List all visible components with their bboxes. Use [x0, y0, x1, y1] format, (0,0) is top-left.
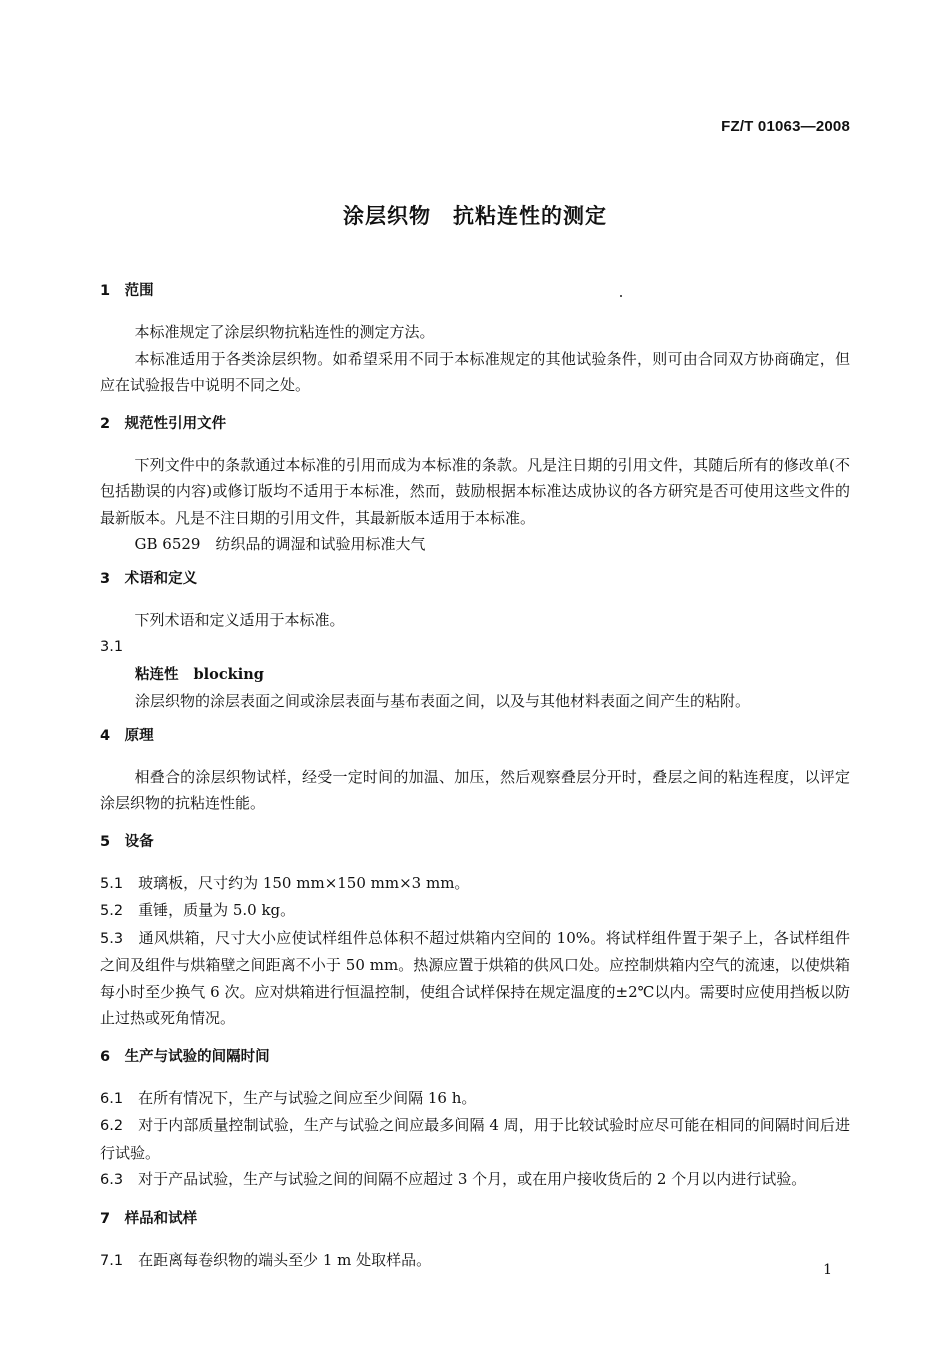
paragraph: 下列术语和定义适用于本标准。: [134, 610, 345, 629]
paragraph: 本标准规定了涂层织物抗粘连性的测定方法。: [134, 323, 435, 341]
section-heading: 3 术语和定义: [100, 570, 198, 587]
term-en: blocking: [193, 665, 264, 683]
section-scope: [100, 280, 850, 399]
reference-item: GB 6529 纺织品的调湿和试验用标准大气: [134, 535, 426, 553]
document-title: 涂层织物 抗粘连性的测定: [343, 204, 607, 228]
section-apparatus: [100, 831, 850, 1032]
section-interval: [100, 1046, 850, 1194]
paragraph: 本标准适用于各类涂层织物。如希望采用不同于本标准规定的其他试验条件，则可由合同双方协商确定，但应在试验报告中说明不同之处。: [100, 349, 850, 394]
clause: 6.3 对于产品试验，生产与试验之间的间隔不应超过 3 个月，或在用户接收货后的 2 个月以内进行试验。: [100, 1170, 807, 1188]
clause: 6.2 对于内部质量控制试验，生产与试验之间应最多间隔 4 周，用于比较试验时应尽可能在相同的间隔时间后进行试验。: [100, 1116, 850, 1162]
clause: 7.1 在距离每卷织物的端头至少 1 m 处取样品。: [100, 1250, 432, 1269]
standard-code: FZ/T 01063—2008: [721, 118, 850, 135]
section-heading: 1 范围: [100, 283, 154, 299]
section-heading: 5 设备: [100, 833, 154, 850]
clause: 5.2 重锤，质量为 5.0 kg。: [100, 901, 296, 919]
term-zh: 粘连性: [135, 666, 179, 683]
section-heading: 2 规范性引用文件: [100, 415, 227, 432]
section-principle: [100, 725, 850, 817]
term-number: 3.1: [100, 639, 124, 655]
page-number: 1: [823, 1262, 832, 1278]
paragraph: 下列文件中的条款通过本标准的引用而成为本标准的条款。凡是注日期的引用文件，其随后所有的修改单(不包括勘误的内容)或修订版均不适用于本标准，然而，鼓励根据本标准达成协议的各方研究是否可使用这些文件的最新版本。凡是不注日期的引用文件，其最新版本适用于本标准。: [100, 455, 850, 527]
section-heading: 6 生产与试验的间隔时间: [100, 1048, 270, 1065]
paragraph: 相叠合的涂层织物试样，经受一定时间的加温、加压，然后观察叠层分开时，叠层之间的粘连程度，以评定涂层织物的抗粘连性能。: [100, 767, 850, 812]
section-heading: 7 样品和试样: [100, 1210, 198, 1227]
clause: 5.1 玻璃板，尺寸约为 150 mm×150 mm×3 mm。: [100, 873, 470, 892]
section-terms-definitions: [100, 568, 850, 715]
section-heading: 4 原理: [100, 727, 154, 744]
term-entry: [100, 661, 850, 689]
section-normative-references: [100, 413, 850, 558]
term-definition: 涂层织物的涂层表面之间或涂层表面与基布表面之间，以及与其他材料表面之间产生的粘附。: [135, 692, 751, 710]
document-body: [100, 280, 850, 1274]
section-samples: [100, 1208, 850, 1275]
clause: 6.1 在所有情况下，生产与试验之间应至少间隔 16 h。: [100, 1088, 477, 1107]
clause: 5.3 通风烘箱，尺寸大小应使试样组件总体积不超过烘箱内空间的 10%。将试样组件置于架子上，各试样组件之间及组件与烘箱壁之间距离不小于 50 mm。热源应置于烘箱的供风口处。应控制烘箱内空气的流速，以使烘箱每小时至少换气 6 次。应对烘箱进行恒温控制，使组合试样保持在规定温度的±2℃以内。需要时应使用挡板以防止过热或死角情况。: [100, 928, 850, 1027]
